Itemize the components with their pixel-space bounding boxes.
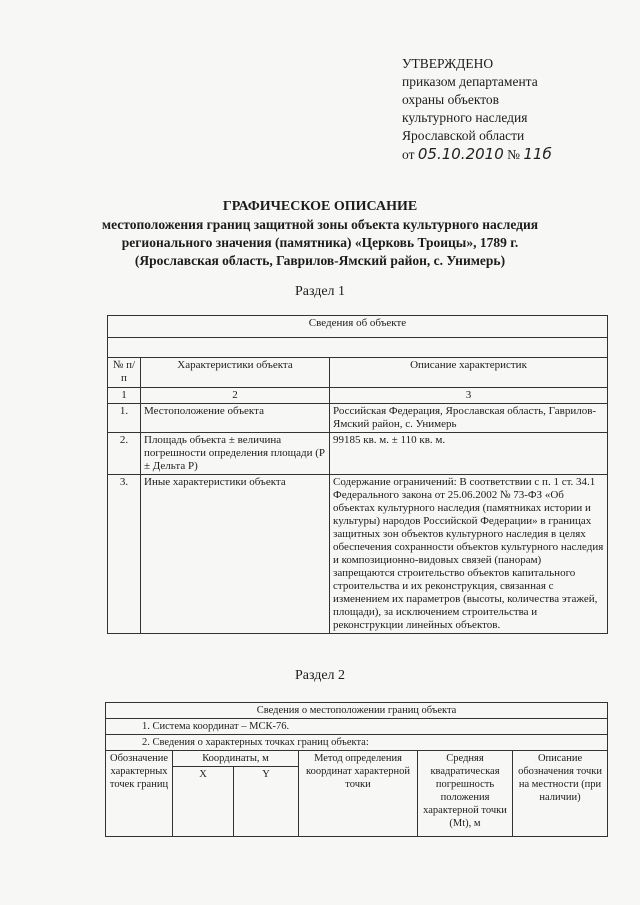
header-description: Описание характеристик (330, 358, 608, 388)
header-x: X (173, 767, 234, 837)
approval-line: охраны объектов (402, 92, 500, 107)
coordinate-system: 1. Система координат – МСК-76. (106, 719, 608, 735)
date-prefix: от (402, 147, 415, 162)
header-method: Метод определения координат характерной точки (299, 751, 418, 837)
header-designation: Обозначение характерных точек границ (106, 751, 173, 837)
row-description: 99185 кв. м. ± 110 кв. м. (330, 433, 608, 475)
header-point-description: Описание обозначения точки на местности (при наличии) (513, 751, 608, 837)
header-number: № п/п (108, 358, 141, 388)
title-line: местоположения границ защитной зоны объекта культурного наследия (101, 217, 539, 232)
title-main: ГРАФИЧЕСКОЕ ОПИСАНИЕ (222, 199, 418, 214)
number-prefix: № (507, 147, 521, 162)
approval-block (402, 55, 552, 164)
handwritten-number: 11б (523, 145, 552, 163)
boundary-info-table (105, 702, 608, 837)
document-title (60, 198, 580, 270)
title-line: регионального значения (памятника) «Церковь Троицы», 1789 г. (121, 235, 519, 250)
row-description: Российская Федерация, Ярославская область, Гаврилов-Ямский район, с. Унимерь (330, 404, 608, 433)
approval-line: культурного наследия (402, 110, 528, 125)
column-number: 3 (330, 388, 608, 404)
header-characteristics: Характеристики объекта (141, 358, 330, 388)
table-row (108, 475, 608, 634)
approval-title: УТВЕРЖДЕНО (402, 56, 494, 71)
table-caption: Сведения об объекте (108, 316, 608, 338)
title-line: (Ярославская область, Гаврилов-Ямский район, с. Унимерь) (134, 253, 506, 268)
row-number: 2. (108, 433, 141, 475)
handwritten-date: 05.10.2010 (417, 145, 504, 163)
points-heading: 2. Сведения о характерных точках границ объекта: (106, 735, 608, 751)
column-number: 2 (141, 388, 330, 404)
table-row (108, 404, 608, 433)
approval-line: приказом департамента (402, 74, 538, 89)
row-name: Площадь объекта ± величина погрешности определения площади (Р ± Дельта Р) (141, 433, 330, 475)
header-error: Средняя квадратическая погрешность положения характерной точки (Мt), м (418, 751, 513, 837)
row-number: 1. (108, 404, 141, 433)
approval-line: Ярославской области (402, 128, 525, 143)
empty-row (108, 338, 608, 358)
table-caption: Сведения о местоположении границ объекта (106, 703, 608, 719)
section1-heading: Раздел 1 (294, 284, 346, 299)
header-y: Y (234, 767, 299, 837)
approval-date-line (402, 145, 552, 164)
row-description: Содержание ограничений: В соответствии с п. 1 ст. 34.1 Федерального закона от 25.06.2002 № 73-ФЗ «Об объектах культурного наследия (памятниках истории и культуры) народов Российской Федерации» в границах защитных зон объектов культурного наследия в целях обеспечения сохранности объектов культурного наследия и композиционно-видовых связей (панорам) запрещаются строительство объектов капитального строительства и их реконструкция, связанная с изменением их параметров (высоты, количества этажей, площади), за исключением строительства и реконструкции линейных объектов. (330, 475, 608, 634)
section2-heading: Раздел 2 (294, 668, 346, 683)
row-name: Местоположение объекта (141, 404, 330, 433)
column-number: 1 (108, 388, 141, 404)
header-coordinates: Координаты, м (173, 751, 299, 767)
row-number: 3. (108, 475, 141, 634)
table-row (108, 433, 608, 475)
object-info-table (107, 315, 608, 634)
row-name: Иные характеристики объекта (141, 475, 330, 634)
